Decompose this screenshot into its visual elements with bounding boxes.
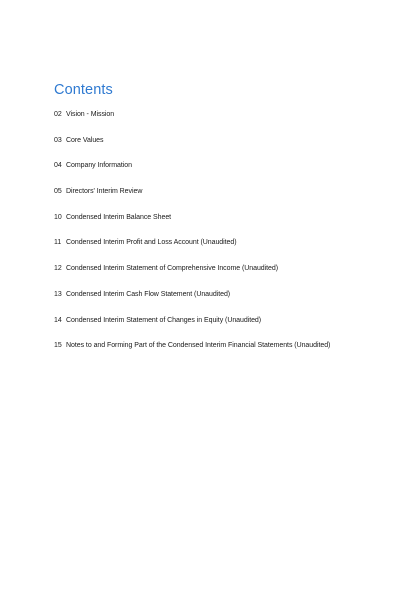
toc-entry xyxy=(54,137,354,163)
toc-page-number: 14 xyxy=(54,316,62,324)
toc-entry xyxy=(54,111,354,137)
toc-page-number: 12 xyxy=(54,265,62,273)
toc-entry xyxy=(54,265,354,291)
table-of-contents xyxy=(54,111,354,368)
toc-entry xyxy=(54,162,354,188)
toc-entry-label: Vision - Mission xyxy=(66,111,115,118)
toc-entry xyxy=(54,239,354,265)
toc-entry-label: Core Values xyxy=(66,136,104,144)
toc-page-number: 02 xyxy=(54,111,62,118)
page-title: Contents xyxy=(54,81,113,98)
toc-entry-label: Condensed Interim Statement of Comprehensive Income (Unaudited) xyxy=(66,265,279,273)
toc-entry-label: Condensed Interim Profit and Loss Account (Unaudited) xyxy=(66,239,237,247)
toc-page-number: 13 xyxy=(54,290,62,298)
toc-entry-label: Notes to and Forming Part of the Condensed Interim Financial Statements (Unaudited) xyxy=(66,342,331,350)
toc-entry-label: Company Information xyxy=(66,162,132,170)
toc-entry xyxy=(54,342,354,368)
toc-page-number: 11 xyxy=(54,239,62,247)
toc-page-number: 04 xyxy=(54,162,62,170)
toc-entry-label: Condensed Interim Statement of Changes in Equity (Unaudited) xyxy=(66,316,262,324)
toc-page-number: 05 xyxy=(54,188,62,196)
toc-entry xyxy=(54,214,354,240)
toc-page-number: 15 xyxy=(54,342,62,350)
toc-page-number: 10 xyxy=(54,213,62,221)
toc-entry xyxy=(54,188,354,214)
toc-entry-label: Directors' Interim Review xyxy=(66,188,143,196)
toc-entry-label: Condensed Interim Cash Flow Statement (Unaudited) xyxy=(66,290,231,298)
toc-entry-label: Condensed Interim Balance Sheet xyxy=(66,213,172,221)
toc-entry xyxy=(54,317,354,343)
toc-entry xyxy=(54,291,354,317)
toc-page-number: 03 xyxy=(54,136,62,144)
